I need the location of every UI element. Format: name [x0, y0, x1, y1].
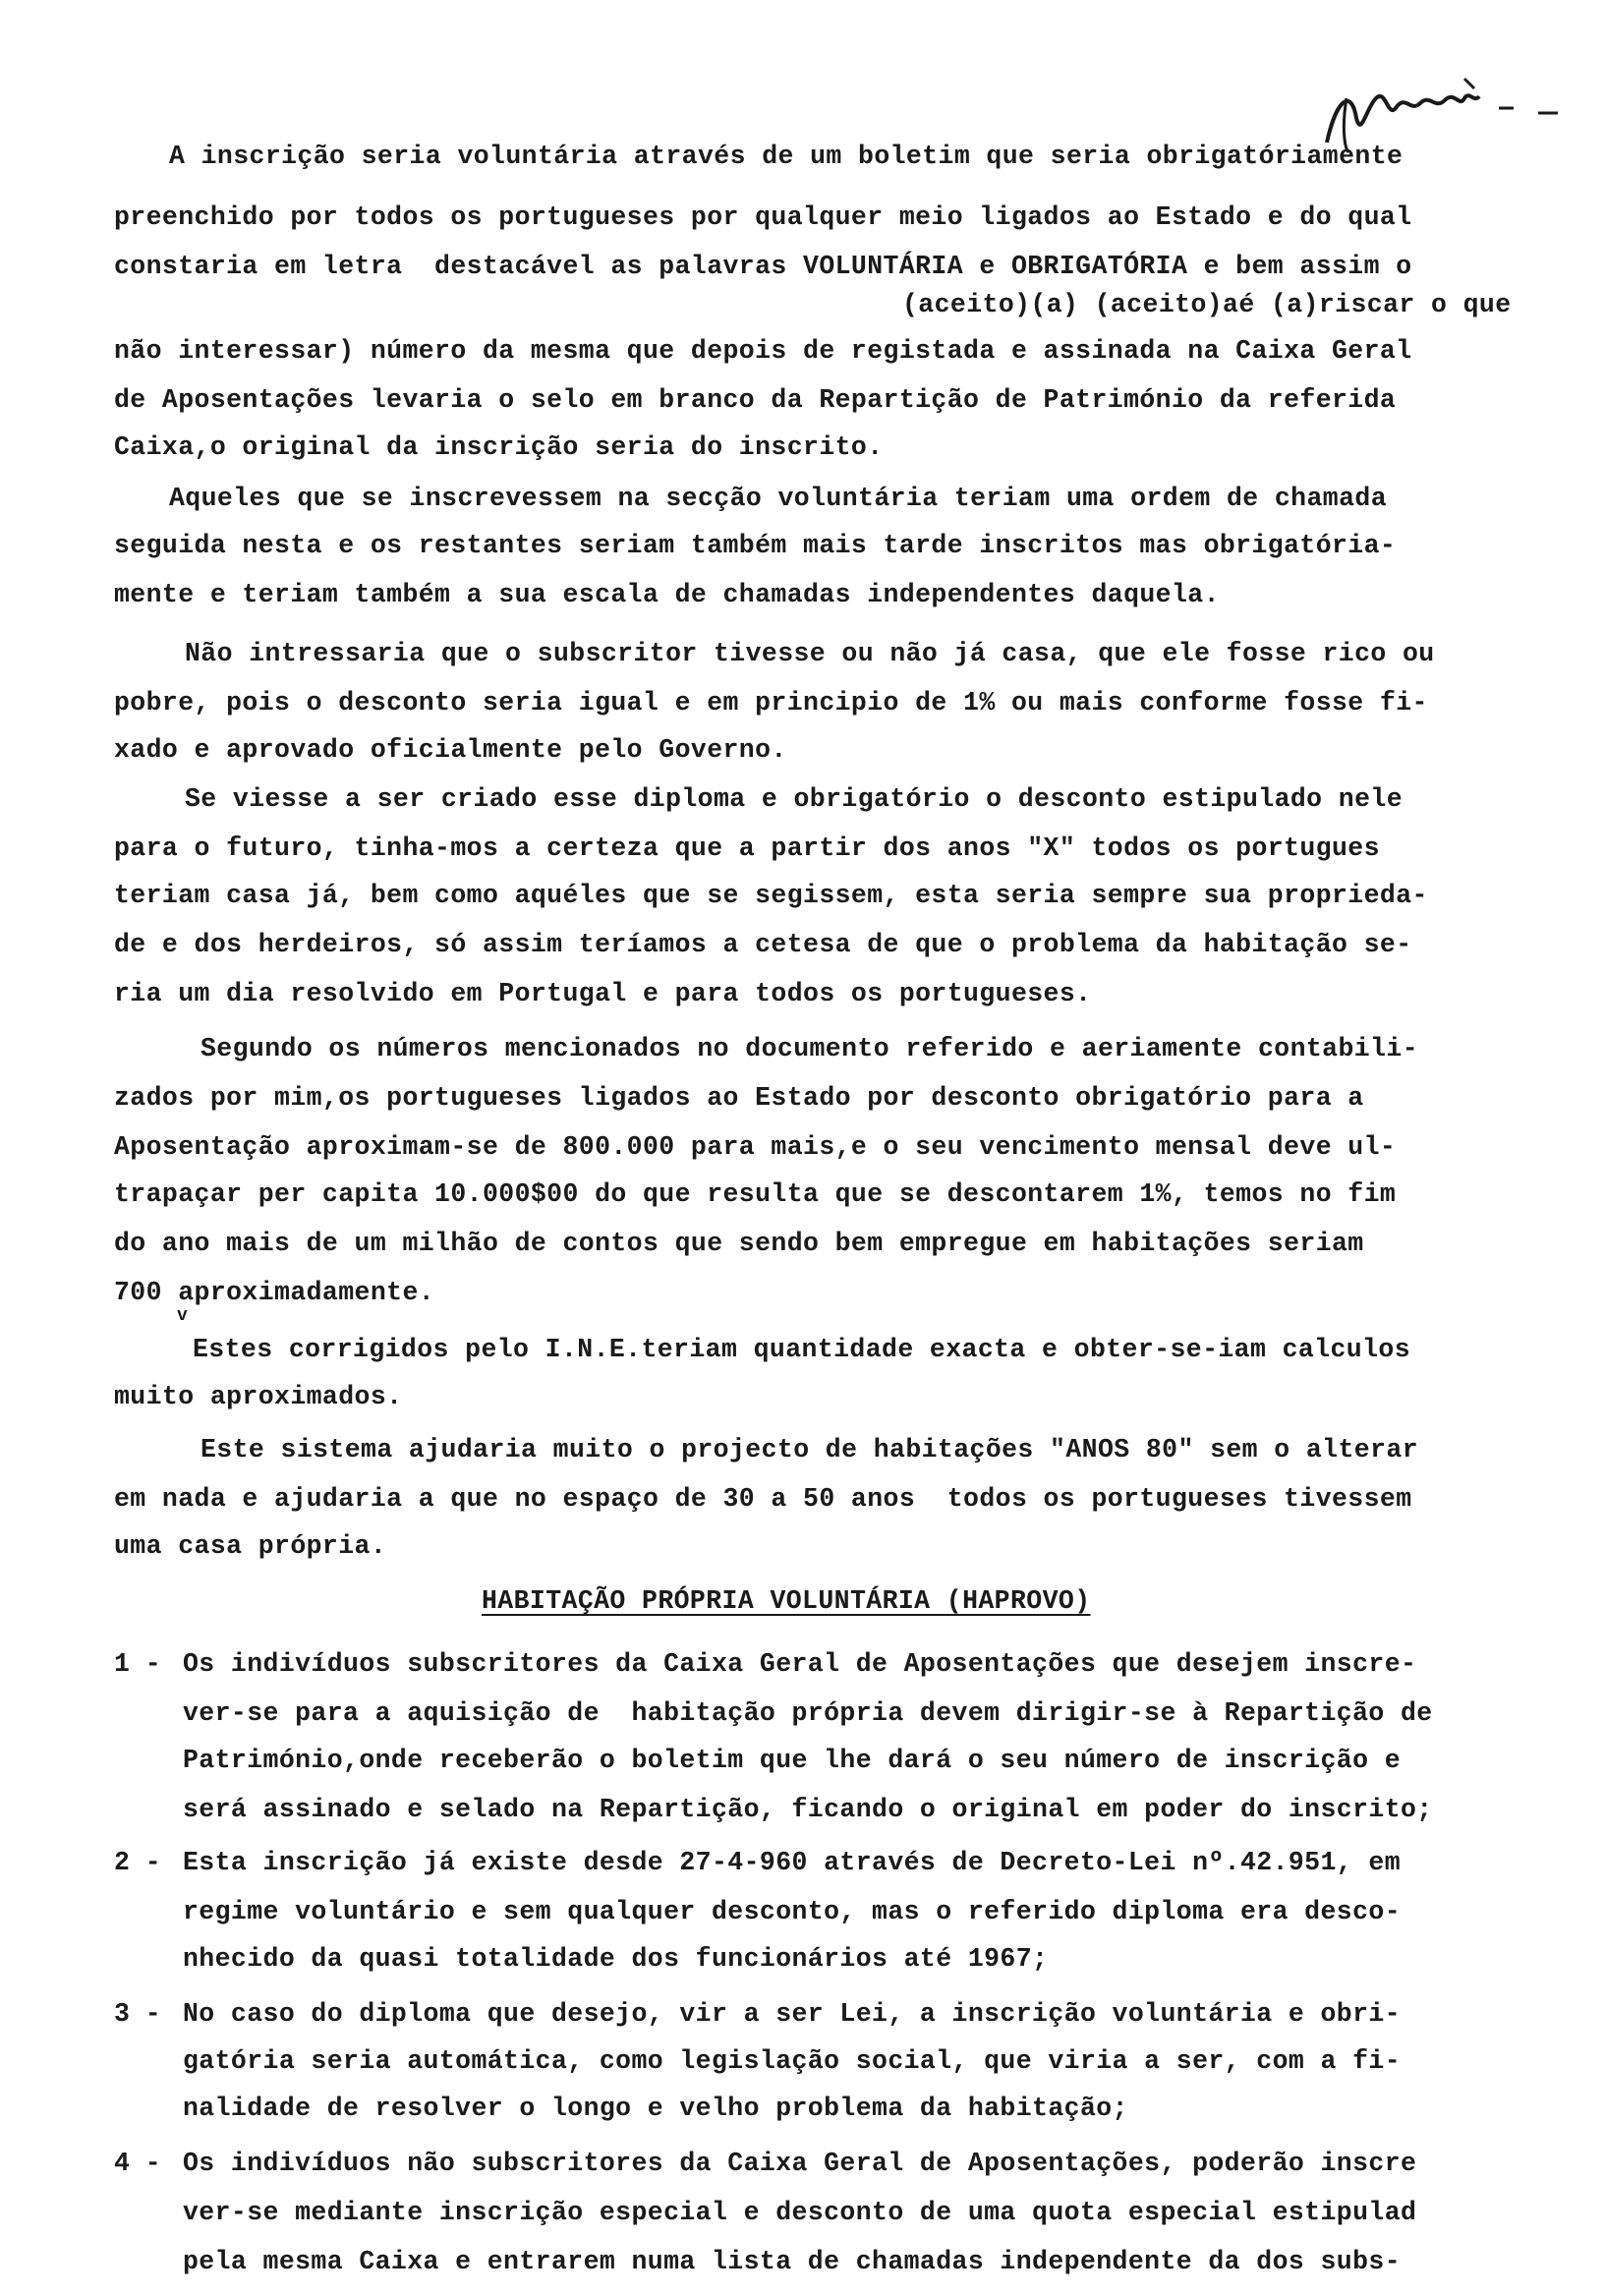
text-line: zados por mim,os portugueses ligados ao Estado por desconto obrigatório para a [114, 1083, 1364, 1113]
item-line: ver-se para a aquisição de habitação própria devem dirigir-se à Repartição de [183, 1698, 1433, 1728]
text-line: 700 aproximadamente. [114, 1278, 435, 1307]
item-line: pela mesma Caixa e entrarem numa lista de chamadas independente da dos subs- [183, 2247, 1401, 2276]
text-line: Aposentação aproximam-se de 800.000 para mais,e o seu vencimento mensal deve ul- [114, 1132, 1397, 1162]
text-line: teriam casa já, bem como aquéles que se segissem, esta seria sempre sua proprieda- [114, 881, 1428, 910]
text-line: de Aposentações levaria o selo em branco da Repartição de Património da referida [114, 385, 1397, 415]
text-line: uma casa própria. [114, 1531, 387, 1561]
item-line: regime voluntário e sem qualquer desconto, mas o referido diploma era desco- [183, 1897, 1401, 1926]
text-line: pobre, pois o desconto seria igual e em principio de 1% ou mais conforme fosse fi- [114, 688, 1428, 718]
item-line: nalidade de resolver o longo e velho problema da habitação; [183, 2094, 1128, 2123]
text-line: de e dos herdeiros, só assim teríamos a cetesa de que o problema da habitação se- [114, 930, 1412, 959]
item-line: será assinado e selado na Repartição, ficando o original em poder do inscrito; [183, 1795, 1433, 1824]
text-line: (aceito)(a) (aceito)aé (a)riscar o que [902, 290, 1512, 319]
item-line: gatória seria automática, como legislação social, que viria a ser, com a fi- [183, 2046, 1401, 2076]
text-line: muito aproximados. [114, 1382, 403, 1411]
item-line: ver-se mediante inscrição especial e desconto de uma quota especial estipulad [183, 2198, 1417, 2227]
text-line: A inscrição seria voluntária através de um boletim que seria obrigatóriamente [169, 142, 1404, 171]
item-line: Património,onde receberão o boletim que lhe dará o seu número de inscrição e [183, 1746, 1401, 1775]
item-line: nhecido da quasi totalidade dos funcionários até 1967; [183, 1944, 1049, 1974]
text-line: Caixa,o original da inscrição seria do inscrito. [114, 432, 884, 462]
item-number: 3 - [114, 1999, 161, 2029]
text-line: preenchido por todos os portugueses por qualquer meio ligados ao Estado e do qual [114, 202, 1412, 232]
text-line: constaria em letra destacável as palavras VOLUNTÁRIA e OBRIGATÓRIA e bem assim o [114, 252, 1412, 281]
text-line: trapaçar per capita 10.000$00 do que resulta que se descontarem 1%, temos no fim [114, 1179, 1397, 1209]
text-line: Se viesse a ser criado esse diploma e obrigatório o desconto estipulado nele [185, 784, 1403, 814]
text-line: Estes corrigidos pelo I.N.E.teriam quantidade exacta e obter-se-iam calculos [193, 1335, 1410, 1364]
text-line: xado e aprovado oficialmente pelo Governo. [114, 735, 787, 765]
text-line: ria um dia resolvido em Portugal e para todos os portugueses. [114, 979, 1092, 1008]
text-line: para o futuro, tinha-mos a certeza que a partir dos anos "X" todos os portugues [114, 833, 1380, 863]
text-line: Este sistema ajudaria muito o projecto de habitações "ANOS 80" sem o alterar [200, 1435, 1418, 1464]
interline-mark: v [177, 1306, 188, 1326]
text-line: do ano mais de um milhão de contos que sendo bem empregue em habitações seriam [114, 1229, 1364, 1258]
item-line: No caso do diploma que desejo, vir a ser Lei, a inscrição voluntária e obri- [183, 1999, 1401, 2029]
text-line: mente e teriam também a sua escala de chamadas independentes daquela. [114, 580, 1220, 609]
text-line: não interessar) número da mesma que depois de registada e assinada na Caixa Geral [114, 336, 1412, 366]
item-line: Esta inscrição já existe desde 27-4-960 através de Decreto-Lei nº.42.951, em [183, 1848, 1401, 1877]
item-number: 1 - [114, 1649, 161, 1679]
text-line: Aqueles que se inscrevessem na secção voluntária teriam uma ordem de chamada [169, 484, 1387, 513]
item-number: 4 - [114, 2149, 161, 2178]
handwritten-initials-text: Embargo [1317, 69, 1322, 70]
item-line: Os indivíduos subscritores da Caixa Geral de Aposentações que desejem inscre- [183, 1649, 1417, 1679]
section-heading: HABITAÇÃO PRÓPRIA VOLUNTÁRIA (HAPROVO) [482, 1586, 1091, 1616]
text-line: em nada e ajudaria a que no espaço de 30 a 50 anos todos os portugueses tivessem [114, 1484, 1412, 1514]
item-line: Os indivíduos não subscritores da Caixa Geral de Aposentações, poderão inscre [183, 2149, 1417, 2178]
text-line: Não intressaria que o subscritor tivesse ou não já casa, que ele fosse rico ou [185, 639, 1435, 668]
text-line: seguida nesta e os restantes seriam também mais tarde inscritos mas obrigatória- [114, 531, 1397, 560]
item-number: 2 - [114, 1848, 161, 1877]
text-line: Segundo os números mencionados no documento referido e aeriamente contabili- [200, 1034, 1418, 1063]
